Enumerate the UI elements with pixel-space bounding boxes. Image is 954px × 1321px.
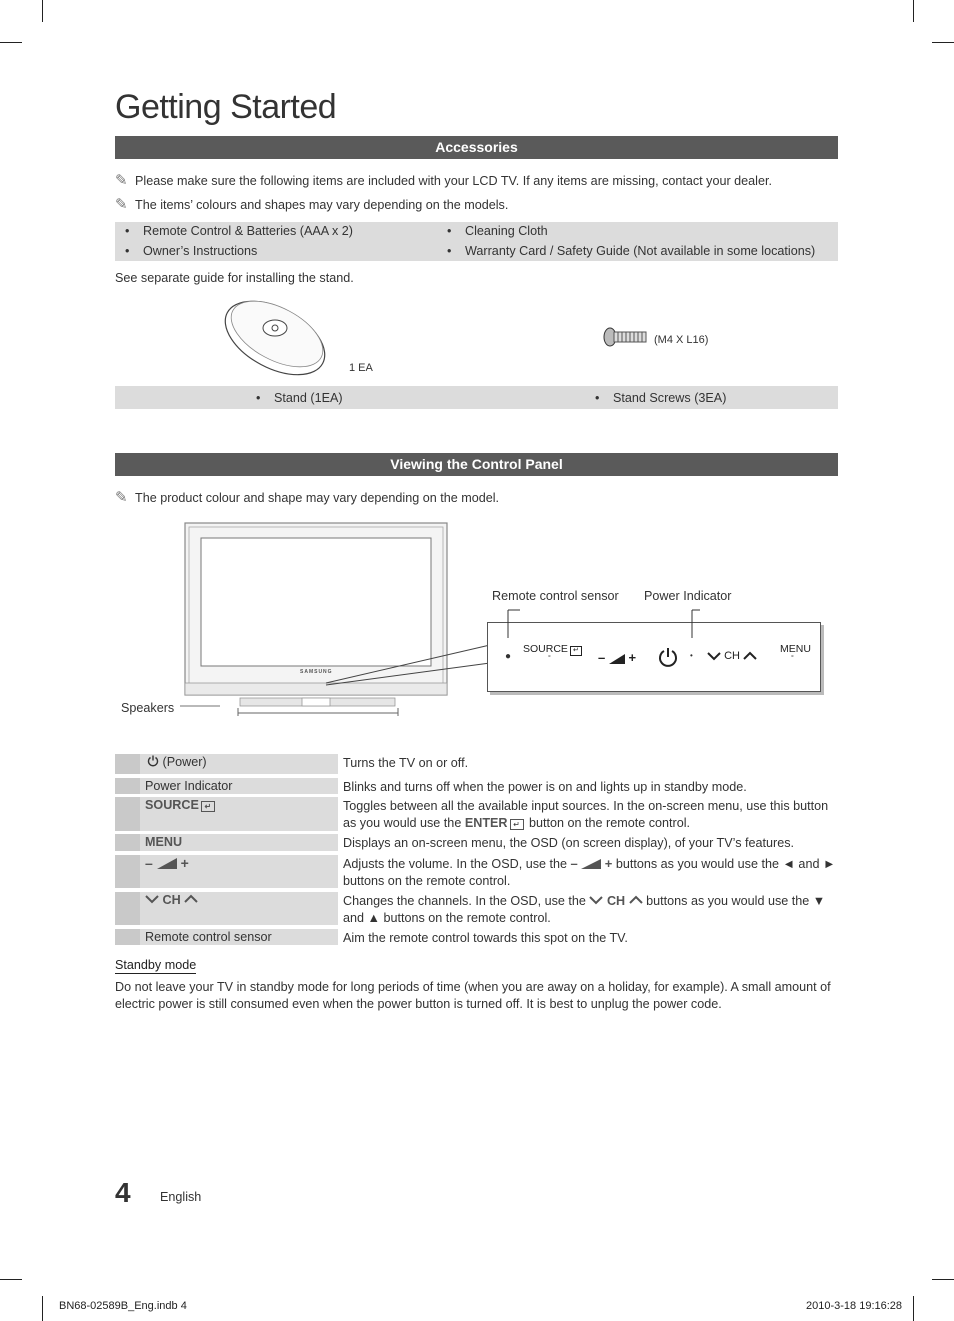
footer-file: BN68-02589B_Eng.indb 4 <box>59 1300 187 1312</box>
table-cell: Remote control sensor <box>145 930 272 944</box>
crop-mark <box>913 1296 914 1321</box>
volume-buttons[interactable] <box>598 650 636 665</box>
accessories-heading: Accessories <box>115 136 838 159</box>
chevron-up-icon <box>629 895 643 905</box>
table-cell: Turns the TV on or off. <box>343 756 469 770</box>
enter-icon: ↵ <box>570 646 582 656</box>
screw-spec: (M4 X L16) <box>654 334 709 346</box>
speakers-callout-line <box>180 700 220 712</box>
list-item: • Warranty Card / Safety Guide (Not available in some locations) <box>447 244 816 258</box>
source-button[interactable]: SOURCE ↵ <box>523 643 582 656</box>
chevron-up-icon <box>743 651 757 661</box>
note-2: ✎ The items’ colours and shapes may vary depending on the models. <box>115 196 509 213</box>
table-cell: Aim the remote control towards this spot on the TV. <box>343 931 628 945</box>
note-1: ✎ Please make sure the following items are included with your LCD TV. If any items are missing, contact your dealer. <box>115 172 772 189</box>
standby-heading: Standby mode <box>115 958 197 972</box>
crop-mark <box>913 0 914 22</box>
table-row <box>115 929 838 945</box>
table-cell: MENU <box>145 835 183 849</box>
power-indicator-dot: • <box>690 651 693 660</box>
table-cell: SOURCE ↵ <box>145 798 215 812</box>
stand-illustration <box>210 300 340 380</box>
table-cell: Toggles between all the available input sources. In the on-screen menu, use this button as you would use the ENTER ↵ button on the remote control. <box>343 799 829 830</box>
crop-mark <box>0 1279 22 1280</box>
pencil-note-icon: ✎ <box>115 489 128 506</box>
standby-text: Do not leave your TV in standby mode for long periods of time (when you are away on a holiday, for example). A small amount of electric power is still consumed even when the power button is turned off. It is best to unplug the power code. <box>115 980 831 1011</box>
tv-brand-logo: SAMSUNG <box>300 669 333 675</box>
stand-note: See separate guide for installing the stand. <box>115 271 354 285</box>
page-title: Getting Started <box>115 88 337 126</box>
table-cell: Changes the channels. In the OSD, use the CH buttons as you would use the ▼ and ▲ buttons on the remote control. <box>343 894 826 925</box>
volume-symbol: – + <box>145 855 189 871</box>
list-item: • Cleaning Cloth <box>447 224 548 238</box>
power-icon <box>147 755 159 767</box>
table-cell: Adjusts the volume. In the OSD, use the – + buttons as you would use the ◄ and ► buttons on the remote control. <box>343 856 836 888</box>
callout-remote-sensor: Remote control sensor <box>492 589 619 603</box>
page-number: 4 <box>115 1177 131 1208</box>
list-item: • Owner’s Instructions <box>125 244 258 258</box>
menu-button[interactable]: MENU <box>780 643 811 655</box>
table-row <box>115 892 838 925</box>
channel-buttons[interactable]: CH <box>707 650 757 662</box>
table-row <box>115 834 838 851</box>
enter-icon: ↵ <box>201 801 215 812</box>
control-panel-note: ✎ The product colour and shape may vary depending on the model. <box>115 489 500 506</box>
plus-icon: + <box>628 650 637 665</box>
crop-mark <box>42 0 43 22</box>
crop-mark <box>932 42 954 43</box>
table-cell: CH <box>145 893 198 907</box>
list-item: • Stand Screws (3EA) <box>595 391 727 405</box>
enter-icon: ↵ <box>510 819 524 830</box>
table-cell: Power Indicator <box>145 779 233 793</box>
remote-sensor-dot: ● <box>505 651 512 662</box>
power-icon[interactable] <box>657 647 679 669</box>
speakers-label: Speakers <box>121 701 175 715</box>
page-language: English <box>160 1190 202 1204</box>
pencil-note-icon: ✎ <box>115 196 128 213</box>
pencil-note-icon: ✎ <box>115 172 128 189</box>
crop-mark <box>932 1279 954 1280</box>
control-panel-heading: Viewing the Control Panel <box>115 453 838 476</box>
chevron-down-icon <box>589 895 603 905</box>
screw-illustration <box>602 326 650 348</box>
volume-icon <box>581 859 601 869</box>
callout-power-indicator: Power Indicator <box>644 589 732 603</box>
menu-dot: ° <box>791 655 794 662</box>
table-row <box>115 754 838 774</box>
table-row <box>115 778 838 794</box>
chevron-down-icon <box>707 651 721 661</box>
crop-mark <box>42 1296 43 1321</box>
footer-timestamp: 2010-3-18 19:16:28 <box>806 1300 903 1312</box>
list-item: • Remote Control & Batteries (AAA x 2) <box>125 224 353 238</box>
stand-label-row <box>115 386 838 409</box>
callout-line <box>320 635 495 690</box>
table-cell: Displays an on-screen menu, the OSD (on screen display), of your TV’s features. <box>343 836 795 850</box>
chevron-down-icon <box>145 894 159 904</box>
list-item: • Stand (1EA) <box>256 391 343 405</box>
power-icon-label: (Power) <box>147 755 207 769</box>
table-row <box>115 855 838 888</box>
stand-qty: 1 EA <box>349 362 373 374</box>
tv-illustration <box>180 518 460 723</box>
volume-icon <box>157 858 177 869</box>
source-dot: ° <box>548 655 551 662</box>
crop-mark <box>0 42 22 43</box>
table-row <box>115 797 838 831</box>
callout-lines <box>500 608 700 640</box>
table-cell: Blinks and turns off when the power is on and lights up in standby mode. <box>343 780 747 794</box>
minus-icon: – <box>598 650 606 665</box>
volume-icon <box>609 654 625 664</box>
chevron-up-icon <box>184 894 198 904</box>
